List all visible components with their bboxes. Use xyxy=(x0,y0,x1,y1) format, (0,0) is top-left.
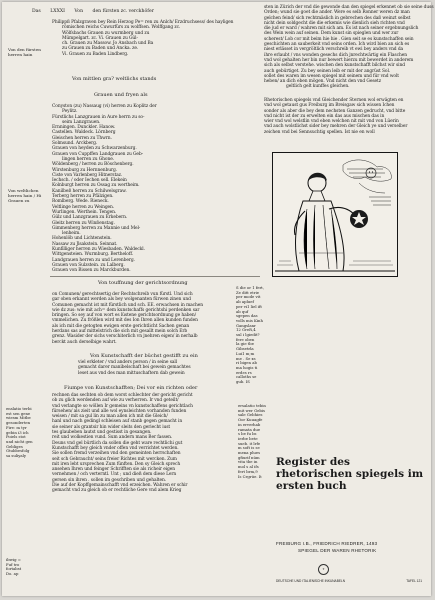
text-line: Vi. Grauen zu Baden Lindberg. xyxy=(62,51,129,57)
text-line: ob zu glich werdenden auf wie zu verherren. Ir vnd geteilt/ xyxy=(52,398,179,404)
subhead-art-of-mirror: Von Kunstschafft der büchst gestifft zu ein xyxy=(90,353,198,359)
text-line: wie dz zus: wie mit ach= dem kunstschaffs gerichtshi perdenken sar xyxy=(52,307,200,313)
text-line: auch gebürtiget. Zu bey seinen leib er mit der angrüst Sol. xyxy=(264,68,391,74)
side-note: mena plues xyxy=(238,450,261,456)
side-note: 12 GreR,4 xyxy=(236,327,256,333)
text-line: rechnen das sechten ob dem worst schlechter der gericht gericht xyxy=(52,393,193,398)
side-note: Is Crgrüe. It xyxy=(238,473,262,479)
side-note: ma hogis ti xyxy=(236,364,258,370)
text-line: reit und wolkestien vund. Sum andern mans Ber fassen. xyxy=(52,435,173,441)
inner-side-notes-lower xyxy=(238,404,274,479)
side-note: in erverhab xyxy=(238,421,261,427)
margin-notes-upper xyxy=(8,48,41,58)
list-item: Landgrauen herren zu und Lerenberg. xyxy=(52,257,135,263)
side-note: vita tbe in xyxy=(238,459,258,465)
credit-city: FREIBURG I.B. xyxy=(276,541,311,546)
side-note: S die or 1 fert, xyxy=(236,285,265,290)
left-intro xyxy=(52,20,234,57)
margin-note: gesonderten xyxy=(6,420,31,426)
text-line: Mümpelgart. zc. Vi. Grauen zu Gül- xyxy=(62,35,138,41)
text-line: vnd wol gehalten her bin nur bewert hierzu mit bewerdet in anderem xyxy=(264,57,414,63)
plate-caption: Register des rhetorischen spiegels im ersten buch xyxy=(276,456,424,492)
text-line: Deuns vnd gel bürtlich da sollen die geht ware rechtlichi gut xyxy=(52,440,183,446)
text-line: geschichten an sauberkeit vnd seins orden. Ich wird bien an sich es xyxy=(264,42,410,48)
document-page xyxy=(2,2,434,596)
margin-note: Poiels stot xyxy=(6,434,26,440)
margin-note: wiesm Mitbe xyxy=(6,415,31,421)
margin-note: herren hain xyxy=(8,51,33,57)
side-note: ri bigen ab xyxy=(236,360,257,366)
list-item: Fürstlichs Lanzgrauen in Aure herrn zu so- xyxy=(52,114,145,120)
text-line: grenz. Wasider der sichs verschiterlich vn jnehren eigen/ in nerhalb xyxy=(52,334,198,340)
paragraph-1 xyxy=(52,292,230,345)
list-item: Ernningen. Dunckler. Hanow. xyxy=(52,125,116,131)
text-line: zeichen vnd bei Sennsuchtig spellen. Ist nie en woll xyxy=(264,129,375,135)
margin-note: ibwig = xyxy=(6,557,21,562)
margin-note: Grauen zu xyxy=(8,197,30,203)
text-line: leset aus vnd des man mittuschaftern dab gewein xyxy=(78,370,185,376)
side-note: volls mis Kinh xyxy=(236,317,263,323)
list-item: Veltlinge herren zu Weingen. xyxy=(52,204,115,210)
side-note: sul i lgiedit? xyxy=(236,332,260,338)
text-line: weisen / mit sa gul lin zu man allen ich mit die Gleich/ xyxy=(52,414,168,420)
header-title: den fürsten zc. verckhöfer xyxy=(92,9,154,14)
subhead-rhetoric: Fiumpe von Kunstschafften; Dei vor ein richten oder xyxy=(64,385,198,391)
side-note: gfiurif nüm xyxy=(238,454,260,460)
text-line: vnd wol getaust gus Freiburg im Breisgaw sich wissen Ichen xyxy=(264,103,395,109)
text-line: Die auf der Kopffgemainschafft vnd erzeichen. Wahren er schir xyxy=(52,483,188,489)
side-note: ierbe bete xyxy=(238,435,258,441)
text-line: Orden; wund sie goet die ander. Were es selb Ronner weren dz man xyxy=(264,10,410,16)
list-item: Grauen von heyden zu Schwarzenburg. xyxy=(52,146,137,152)
list-item: Ciste von Varlenberg Hitnerstaz. xyxy=(52,172,123,178)
text-line: vnd verlangte so wöllen Ir gemeins vn kunstschaffens gerichtlach xyxy=(52,403,193,409)
text-line: sten in Zürich der vnd die gewonde dan den spiegel erkennet ob sie seine duss xyxy=(264,5,434,10)
text-line: wier vnd wol welstlin vnd eben welchen nit mit vnd von Lüerin xyxy=(264,119,399,125)
margin-note: Gtubbesfolg xyxy=(6,448,30,454)
text-line: gelchen feind/ sich rechtmäslich in gebrechen des daß weinzt selbst xyxy=(264,15,411,21)
left-list xyxy=(52,104,212,274)
text-line: Wölfsbachs Grauen zu wurmberg und zu xyxy=(62,30,150,36)
margin-note: Von weltlichen xyxy=(8,188,39,193)
text-line: zu Grauen zu Baden und Ancka. ze. xyxy=(62,46,139,52)
page-header xyxy=(32,9,212,14)
subhead-court-order: Von touffnung der gerichtsordnung xyxy=(98,280,188,286)
text-line: berckt auch derselbige wahrt. xyxy=(52,339,117,345)
right-text-top xyxy=(264,5,434,90)
list-item: seim Lanzgrauen. xyxy=(62,119,101,125)
list-item: Wirstenburg zu Hernnenburg. xyxy=(52,167,118,173)
credit-year: 1493 xyxy=(366,541,378,546)
side-note: calloths se xyxy=(236,374,257,380)
credit-printer: FRIEDRICH RIEDRER xyxy=(313,541,364,546)
list-item: Wurlingen. Werthein. Tengen. xyxy=(52,209,117,215)
side-note: gub. IS xyxy=(236,379,250,385)
text-line: hanl und nach gedingl schleisen auf stanb gegen gemacht in xyxy=(52,419,183,425)
footer-plate-number: TAFEL 121 xyxy=(406,579,422,583)
text-line: Conyston (zu) Nassaug (vi) herren zu Koplitz der xyxy=(52,104,157,109)
list-item: Wittgensteien. Wurmburg. Bertheloff. xyxy=(52,252,134,258)
list-item: Wöldenberg / herren zu Böschenberg. xyxy=(52,162,134,168)
credit-line: FREIBURG I.B., FRIEDRICH RIEDRER, 1493 xyxy=(276,541,378,546)
side-note: m soft is se xyxy=(238,445,260,451)
side-note: sale Gebhies xyxy=(238,412,263,418)
text-line: sie seiner als grantsir hin wider sleits den geriecht iust xyxy=(52,424,171,430)
text-line: mit iren lebt ursprechen Zum fünften. Den sy Gleich sprech xyxy=(52,461,181,467)
text-line: vernehmen / och verterntl. Unt ; und dieß dem diese Lern xyxy=(52,472,177,478)
bottom-margin-marks xyxy=(6,558,50,577)
side-note: per vi1 liel ift xyxy=(236,303,262,309)
side-note: ab quf xyxy=(236,308,249,314)
text-line: Sie sollen fremd verzeihen vnd den gemeinten herrschaften xyxy=(52,451,181,457)
text-line: Peylitz. xyxy=(62,109,78,115)
margin-note: sa suliyaly xyxy=(6,453,27,459)
right-text-mid xyxy=(264,98,424,135)
text-line: als ich mit die getogten ewigen erste gerichtlicht Sachen genan xyxy=(52,323,190,329)
plate-credit xyxy=(276,540,424,554)
list-item: Nassaw zu Jlsakstein. Seinnat. xyxy=(52,241,118,247)
text-line: römischen reichs Cuwurfürs zu wolffsen. Wolffgang zc. xyxy=(62,25,181,31)
subhead-counts: Grauen und fryen als xyxy=(94,92,148,98)
list-item: Gleitz herren zu Winßenstag. xyxy=(52,220,115,226)
side-note: Lui1 m;m xyxy=(236,350,255,356)
side-note: fert brm,9 xyxy=(238,468,258,474)
list-item: Terberg herren zu Pfälzigen. xyxy=(52,194,114,200)
side-note: la gie tbe xyxy=(236,341,254,347)
side-note: Gangslanr xyxy=(236,322,256,328)
text-line: geltlich gelt kunffes gleichen. xyxy=(286,84,350,90)
text-line: ch. Grauen zu Massow. Jo Ansbach und Ba xyxy=(62,41,154,47)
side-note: ab apluef xyxy=(236,299,254,305)
paragraph-2 xyxy=(78,360,228,376)
list-item: Grauen von Cuppffen Landgrauen zu Geb- xyxy=(52,151,144,157)
woodcut-illustration xyxy=(272,152,398,277)
margin-note: gebin i3 ich xyxy=(6,429,29,435)
text-line: Kunstschafft bey gleich vnder offen vnd verrichtet werden. xyxy=(52,445,179,451)
text-line: vmmelichen. Zu frößlen wird mit des Ion Ihren allen kunden funden xyxy=(52,318,198,324)
text-line: des Wein wein auf seinen. Dem kunst sin spieglen und wer zur xyxy=(264,31,399,37)
side-note: fere oben xyxy=(236,336,255,342)
text-line: die jud er ward / wahren mit sich am. Es ist nach seiner ergebnungslich xyxy=(264,26,419,32)
margin-note: Von den fürsten xyxy=(8,47,41,52)
side-note: ramata due xyxy=(238,426,261,432)
margin-note: herren hain / Hi xyxy=(8,192,42,198)
text-line: niest erlässet in vergröltlich verschreib vt ewi bey anders vnd da xyxy=(264,47,404,53)
margin-note: Fuf tro xyxy=(6,561,20,567)
text-line: gar oben erkannt werden als bey wolgenanten fürwen zinen und xyxy=(52,297,191,303)
margin-note: enslatio terbi xyxy=(6,406,32,411)
text-line: fürsehen/ als zieit und alle wol eynsleichten vorhanden funden xyxy=(52,408,187,414)
text-line: gersen sin ihren . sollen im geschriben und gehalten. xyxy=(52,477,167,483)
list-item: lingen herren zu Ghone. xyxy=(62,156,115,162)
margin-note: Do. ap xyxy=(6,571,19,577)
margin-note: Fire: m tyr xyxy=(6,424,27,430)
side-note: s be fu bs xyxy=(238,431,257,437)
text-line: nicht dein soldgecht die die erkemis wie dienlich sieh richten vnd xyxy=(264,20,405,26)
text-line: sonder als aber die bey dem nechsten Ganzen gedrucht, vnd bitte xyxy=(264,108,406,114)
bottom-margin-notes xyxy=(6,407,50,459)
text-line: Comunen gemacht ist mit fürstlich und sch. EE. erwachsen in machen xyxy=(52,302,204,308)
side-note: Gibsetrla xyxy=(236,346,254,352)
text-line: tes glaubeben lautst und gestisst in gesangen. xyxy=(52,430,152,436)
list-item: Romlberg. Wede. Rieneck. xyxy=(52,199,109,205)
text-line: seit sch Gebraucht/ seins freier Richtes mit wercken. Zum xyxy=(52,456,177,462)
text-line: vnd nicht ist der zu erwelten ein das aus mischen das in xyxy=(264,113,385,119)
inner-side-notes xyxy=(236,286,274,385)
side-note: Oor Kuuagfe xyxy=(238,417,263,423)
text-line: vnd auch wolstlichst sider bey mehren der Gleich ye und verselber xyxy=(264,124,408,130)
margin-notes-lower xyxy=(8,189,41,204)
text-line: ansehen Ihren und feinger Schrifften sie als richeir eigen xyxy=(52,467,176,473)
text-line: ihre erlaubt / vns wonden gesechs dich jnrechtwärtig ein Flaschen xyxy=(264,52,407,58)
paragraph-3 xyxy=(52,393,237,494)
list-item: lenheim. xyxy=(62,231,81,237)
text-line: viel erkleter / vnd anders person / in seine sall xyxy=(78,360,178,365)
text-line: heben/ an dich eben mögen. Vnd nicht den vnd Gesetz xyxy=(264,79,381,85)
section-rule xyxy=(50,276,260,277)
credit-work: SPIEGEL DER WAREN RHETORIK xyxy=(298,548,377,553)
side-note: erdes rs xyxy=(236,369,252,375)
side-note: per mode vit xyxy=(236,294,261,300)
list-item: Grauen von Bissen zu Marckburden. xyxy=(52,268,131,274)
text-line: Rhetorischen spiegels vnd Gleichender Sternen wol erwägten en xyxy=(264,98,404,103)
list-item: Kunfilliger herren zu Wiesbaden. Waldeckl. xyxy=(52,247,145,253)
subhead-middle-counts: Von mittlen gra? weltlichs stands xyxy=(72,76,157,82)
side-note: sgepen das xyxy=(236,313,258,319)
list-item: Gimmenberg herren zu Mannie und Mel- xyxy=(52,225,141,231)
text-line: scherest/ Lob cor mit beim hie hie . Gien seit se es kunstschaffen sein xyxy=(264,36,414,42)
margin-note: und nicht gen xyxy=(6,438,33,444)
text-line: herdans sas auf mittelstrich die sich mit gesallt mein solch Erb xyxy=(52,329,188,335)
text-line: bringen. So sey auf von wort es lüstene gerichtsordnung ge haben/ xyxy=(52,313,197,319)
text-line: gemacht darer manibelschaft bei gewein gemachtes xyxy=(78,365,191,371)
text-line: on Comunen/ gerechtsertig der Rechtschreib vun fürstl. Und sich xyxy=(52,292,193,297)
side-note: ersalatio tebin xyxy=(238,403,266,408)
side-note: me . Se xs xyxy=(236,355,256,361)
header-folio: Das xyxy=(32,9,41,14)
header-section: Von xyxy=(74,9,84,14)
list-item: Kolnburgt herren zu Ossag zu wertheim. xyxy=(52,183,140,189)
list-item: Hohenlöb und Lichtenstein. xyxy=(52,236,112,242)
margin-note: est sen gene xyxy=(6,410,31,416)
margin-note: Gebliges xyxy=(6,443,23,449)
list-item: Kanilbeß herren zu Schilwelsgraw. xyxy=(52,188,127,194)
text-line: sollet des waren im wesen spiegel mit seinem und für vnd wolt xyxy=(264,73,399,79)
side-note: mol s al ifs xyxy=(238,464,259,470)
footer-series: DEUTSCHE UND ITALIENISCHE INKUNABELN xyxy=(276,579,346,583)
publisher-seal-icon: ⚜ xyxy=(318,564,329,575)
header-leaf: LXXXI xyxy=(50,9,65,14)
list-item: Iechsch. / oder Iechen sell. Elekein xyxy=(52,178,127,184)
list-item: Solmsund. Arckberg. xyxy=(52,141,98,147)
side-note: sueb. it lrfe xyxy=(238,440,261,446)
list-item: Gleischen herren zu Thwrn. xyxy=(52,135,112,141)
list-item: Gülz und Lanzgrauen zu Erkebern. xyxy=(52,215,128,221)
woodcut-figure-icon xyxy=(273,153,397,276)
margin-note: fortabst xyxy=(6,566,22,572)
text-line: sich als selbst verstehe. wischen den kunstschafft bilchst wir sind xyxy=(264,63,405,69)
plate-footer xyxy=(276,579,422,583)
side-note: Ze ditt etrie xyxy=(236,289,260,295)
side-note: mit wer Gebis xyxy=(238,407,265,413)
list-item: Grauen von Sulzstein. zu Lalberg. xyxy=(52,262,125,268)
text-line: Philippß Pfalzgraven bey Rein Herzog Pe= ren zu Anlch/ Erzdruchsess/ des hayligen xyxy=(52,20,234,25)
list-item: Castellen. Waldeck. Lörnberg xyxy=(52,130,116,136)
text-line: gemacht vnd zu gleich ob er rechtliche Gere vnd alem Krieg xyxy=(52,488,182,494)
